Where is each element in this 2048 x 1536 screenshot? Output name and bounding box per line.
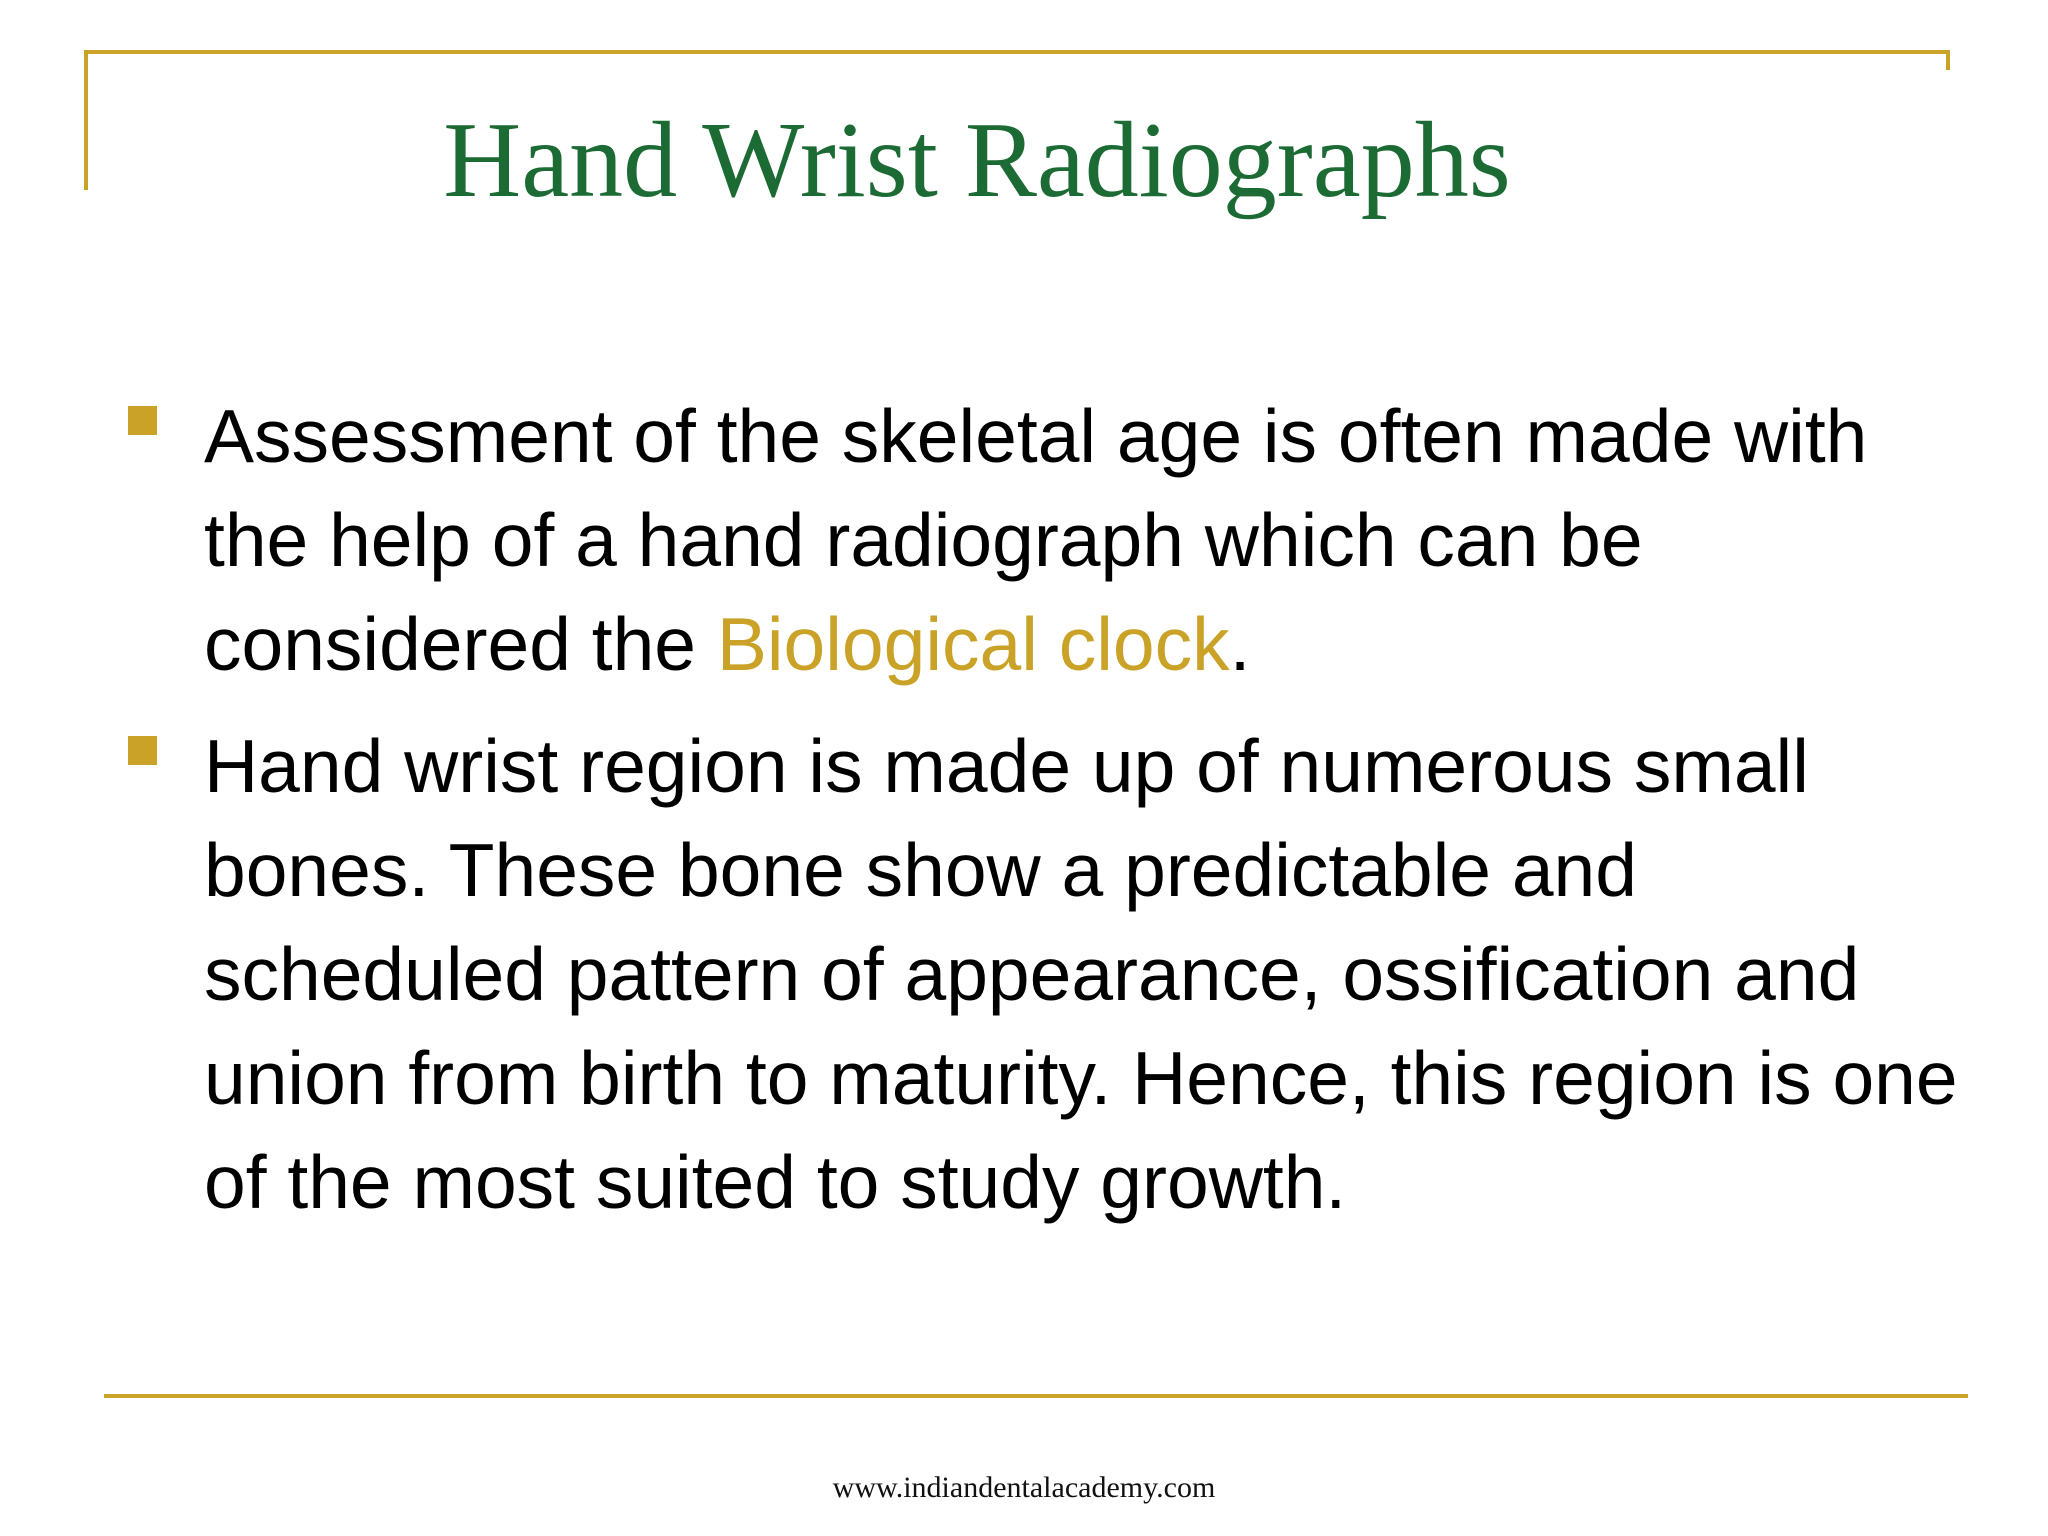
slide-title: Hand Wrist Radiographs — [443, 101, 1511, 220]
footer-url: www.indiandentalacademy.com — [832, 1471, 1216, 1504]
bullet-item — [128, 714, 1958, 1234]
bottom-rule — [104, 1394, 1968, 1398]
bullet-text — [204, 714, 1958, 1234]
bullet-text-end: . — [1229, 602, 1251, 686]
square-bullet-icon — [128, 406, 157, 435]
bullet-item — [128, 384, 1958, 696]
bullet-text-plain: Assessment of the skeletal age is often made with the help of a hand radiograph which can be considered the — [204, 394, 1868, 686]
bullet-text — [204, 384, 1958, 696]
frame-top-rule — [84, 50, 1950, 54]
bullet-text-plain: Hand wrist region is made up of numerous small bones. These bone show a predictable and scheduled pattern of appearance, ossification and union from birth to maturity. Hence, this region is one of the most suited to study growth. — [204, 724, 1958, 1224]
square-bullet-icon — [128, 736, 157, 765]
frame-right-tick — [1946, 50, 1950, 70]
highlighted-term: Biological clock — [716, 602, 1230, 686]
slide-body — [128, 384, 1958, 1252]
